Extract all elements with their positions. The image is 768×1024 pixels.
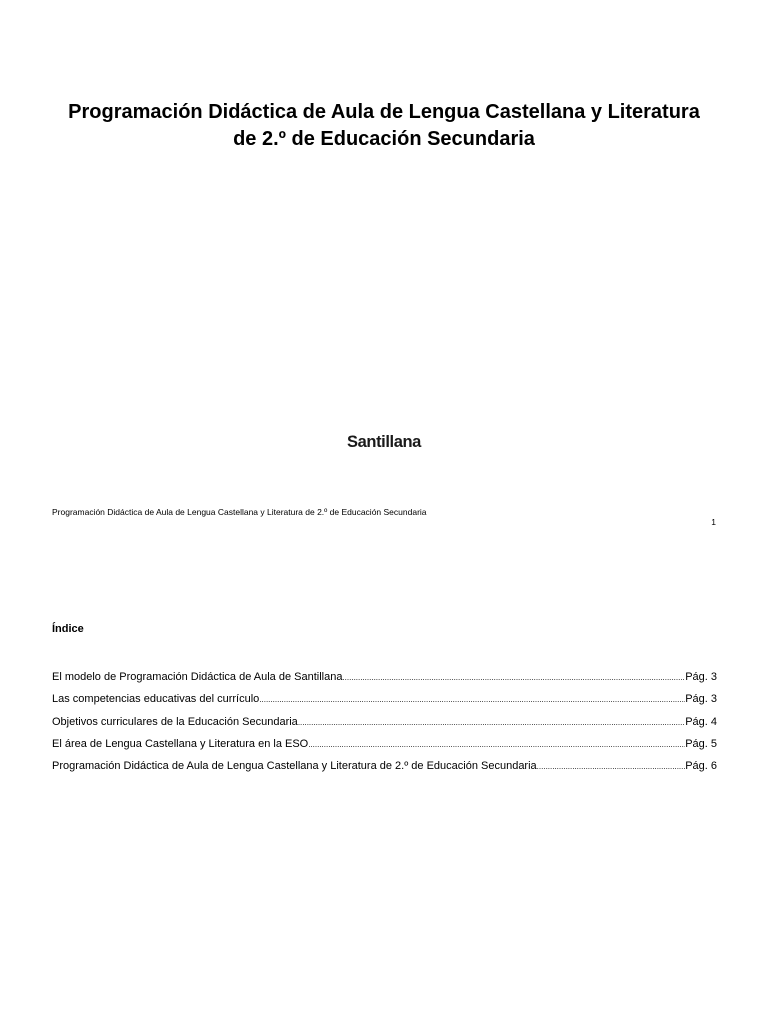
toc-entry-title: Las competencias educativas del currículo xyxy=(52,693,260,706)
toc-entry-page: Pág. 5 xyxy=(685,737,717,750)
toc-entry-page: Pág. 3 xyxy=(685,671,717,683)
toc-entry-title: El modelo de Programación Didáctica de Aula de Santillana xyxy=(52,671,343,683)
document-title-line-1: Programación Didáctica de Aula de Lengua Castellana y Literatura xyxy=(68,101,700,123)
document-title xyxy=(40,99,728,153)
toc-dot-leader xyxy=(259,692,685,707)
toc-entry-title: El área de Lengua Castellana y Literatura en la ESO xyxy=(52,737,309,750)
toc-entry[interactable] xyxy=(52,692,717,714)
toc-entry-page: Pág. 4 xyxy=(685,715,717,728)
index-heading: Índice xyxy=(52,623,84,635)
toc-dot-leader xyxy=(308,737,685,752)
toc-entry[interactable] xyxy=(52,715,717,737)
toc-dot-leader xyxy=(298,715,685,730)
toc-entry[interactable] xyxy=(52,670,717,692)
toc-entry-page: Pág. 3 xyxy=(685,693,717,706)
toc-entry[interactable] xyxy=(52,737,717,759)
page-number: 1 xyxy=(711,517,716,527)
toc-entry-page: Pág. 6 xyxy=(685,760,717,773)
running-header: Programación Didáctica de Aula de Lengua Castellana y Literatura de 2.º de Educación Secundaria xyxy=(52,507,427,517)
table-of-contents xyxy=(52,670,717,781)
santillana-logo: Santillana xyxy=(347,433,421,451)
toc-entry-title: Objetivos curriculares de la Educación Secundaria xyxy=(52,715,298,728)
document-title-line-2: de 2.º de Educación Secundaria xyxy=(233,128,535,150)
toc-entry[interactable] xyxy=(52,759,717,781)
toc-dot-leader xyxy=(342,670,685,685)
toc-entry-title: Programación Didáctica de Aula de Lengua Castellana y Literatura de 2.º de Educación Secundaria xyxy=(52,760,537,773)
toc-dot-leader xyxy=(537,759,686,774)
